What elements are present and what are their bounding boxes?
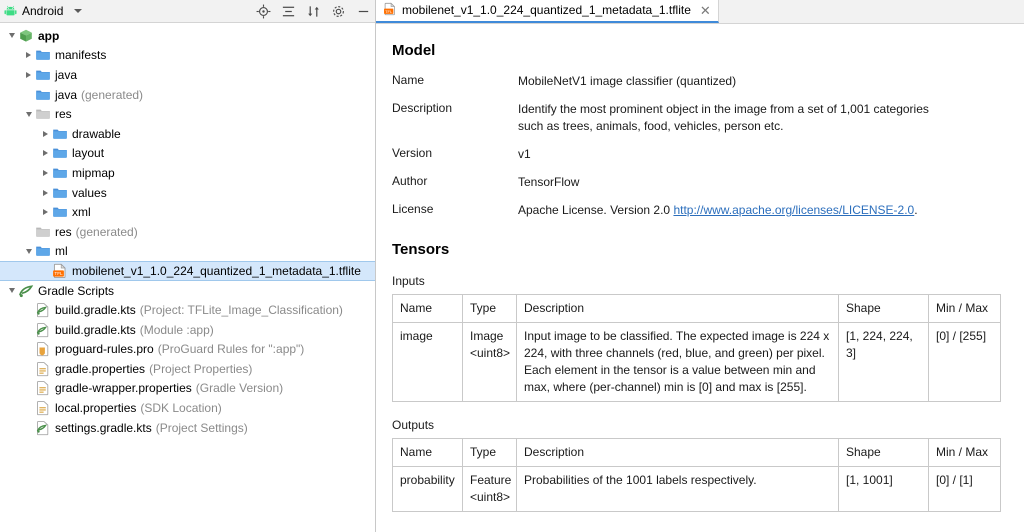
settings-icon[interactable] — [330, 4, 346, 20]
outputs-label: Outputs — [392, 418, 435, 432]
model-property-key: Version — [392, 146, 433, 160]
editor-tab-bar — [376, 0, 1024, 24]
chevron-right-icon[interactable] — [40, 128, 51, 139]
tree-item-gradle-scripts[interactable] — [0, 281, 375, 301]
tree-item-values[interactable] — [0, 183, 375, 203]
folder-icon — [35, 47, 51, 63]
properties-icon — [35, 361, 51, 377]
target-icon[interactable] — [255, 4, 271, 20]
gradle-file-icon — [35, 420, 51, 436]
tree-item-mobilenet-v1-1-0-224-quantized-1-metadata-1-tflite[interactable] — [0, 261, 375, 281]
tree-item-sublabel: (SDK Location) — [140, 401, 222, 416]
model-license-row — [392, 202, 1014, 219]
tree-item-label: manifests — [55, 48, 107, 63]
tree-item-sublabel: (ProGuard Rules for ":app") — [157, 342, 305, 357]
tree-item-build-gradle-kts[interactable] — [0, 320, 375, 340]
project-tool-window — [0, 0, 376, 532]
column-header: Min / Max — [929, 295, 1001, 323]
model-property-key: Author — [392, 174, 428, 188]
model-properties — [392, 73, 1014, 191]
project-toolbar — [0, 0, 375, 23]
tree-item-sublabel: (Module :app) — [139, 322, 214, 337]
tree-spacer — [23, 344, 34, 355]
svg-text:TFL: TFL — [54, 271, 63, 277]
tree-item-label: java — [55, 87, 78, 102]
license-link[interactable]: http://www.apache.org/licenses/LICENSE-2.0 — [673, 203, 915, 217]
tensor-type: Feature <uint8> — [463, 467, 517, 512]
license-tail: . — [914, 203, 918, 217]
folder-icon — [52, 165, 68, 181]
module-icon — [18, 28, 34, 44]
tensor-description: Probabilities of the 1001 labels respectively. — [517, 467, 839, 512]
column-header: Shape — [839, 439, 929, 467]
model-property-key: Name — [392, 73, 425, 87]
chevron-down-icon[interactable] — [23, 246, 34, 257]
gradle-file-icon — [35, 322, 51, 338]
tree-item-proguard-rules-pro[interactable] — [0, 340, 375, 360]
tree-item-label: gradle-wrapper.properties — [55, 381, 192, 396]
column-header: Name — [393, 295, 463, 323]
res-icon — [35, 224, 51, 240]
tree-spacer — [23, 226, 34, 237]
tree-item-build-gradle-kts[interactable] — [0, 300, 375, 320]
tree-item-label: res — [55, 107, 72, 122]
chevron-right-icon[interactable] — [40, 187, 51, 198]
tree-item-java[interactable] — [0, 85, 375, 105]
chevron-right-icon[interactable] — [40, 167, 51, 178]
tree-item-label: layout — [72, 146, 105, 161]
tensor-type: Image <uint8> — [463, 323, 517, 402]
tflite-icon — [52, 263, 68, 279]
tree-item-gradle-wrapper-properties[interactable] — [0, 379, 375, 399]
tensors-heading: Tensors — [392, 241, 450, 258]
folder-icon — [52, 126, 68, 142]
tree-item-label: Gradle Scripts — [38, 283, 115, 298]
tree-item-app[interactable] — [0, 26, 375, 46]
model-property-value: v1 — [518, 147, 531, 161]
tree-item-drawable[interactable] — [0, 124, 375, 144]
tensor-shape: [1, 224, 224, 3] — [839, 323, 929, 402]
inputs-label: Inputs — [392, 274, 425, 288]
proguard-icon — [35, 341, 51, 357]
column-header: Description — [517, 439, 839, 467]
tree-item-label: gradle.properties — [55, 361, 146, 376]
tree-spacer — [23, 403, 34, 414]
chevron-right-icon[interactable] — [23, 50, 34, 61]
model-license-value — [518, 202, 918, 219]
folder-icon — [35, 67, 51, 83]
column-header: Name — [393, 439, 463, 467]
column-header: Description — [517, 295, 839, 323]
model-property-row — [392, 174, 1014, 191]
res-icon — [35, 106, 51, 122]
tree-spacer — [40, 265, 51, 276]
sort-icon[interactable] — [305, 4, 321, 20]
tree-item-label: build.gradle.kts — [55, 322, 136, 337]
tensor-minmax: [0] / [255] — [929, 323, 1001, 402]
folder-icon — [52, 204, 68, 220]
tree-item-label: res — [55, 224, 72, 239]
editor-area — [376, 0, 1024, 532]
chevron-down-icon[interactable] — [6, 30, 17, 41]
tree-spacer — [23, 383, 34, 394]
tree-item-label: build.gradle.kts — [55, 303, 136, 318]
model-property-value: MobileNetV1 image classifier (quantized) — [518, 74, 737, 88]
gradle-file-icon — [35, 302, 51, 318]
column-header: Shape — [839, 295, 929, 323]
tree-item-sublabel: (Project Properties) — [149, 361, 253, 376]
tree-item-gradle-properties[interactable] — [0, 359, 375, 379]
table-row — [393, 467, 1001, 512]
tree-item-sublabel: (Project: TFLite_Image_Classification) — [139, 303, 343, 318]
model-property-value: TensorFlow — [518, 175, 580, 189]
tree-item-manifests[interactable] — [0, 46, 375, 66]
tree-item-sublabel: (generated) — [75, 224, 138, 239]
table-header-row — [393, 439, 1001, 467]
chevron-right-icon[interactable] — [40, 207, 51, 218]
tree-item-label: settings.gradle.kts — [55, 420, 152, 435]
tree-item-label: values — [72, 185, 107, 200]
collapse-all-icon[interactable] — [280, 4, 296, 20]
column-header: Type — [463, 439, 517, 467]
tree-item-sublabel: (generated) — [81, 87, 144, 102]
inputs-table — [392, 294, 1001, 402]
editor-tab[interactable] — [376, 0, 719, 23]
tree-spacer — [23, 305, 34, 316]
tree-item-ml[interactable] — [0, 242, 375, 262]
tensor-name: probability — [393, 467, 463, 512]
project-view-selector-label[interactable]: Android — [22, 4, 64, 18]
android-icon — [4, 5, 17, 18]
tensor-name: image — [393, 323, 463, 402]
tensor-description: Input image to be classified. The expected image is 224 x 224, with three channels (red, blue, and green) per pixel. Each element in the tensor is a value between min and max, where (per-channel) min is [0] and max is [255]. — [517, 323, 839, 402]
chevron-down-icon[interactable] — [23, 109, 34, 120]
tflite-icon — [383, 2, 397, 19]
tensor-minmax: [0] / [1] — [929, 467, 1001, 512]
tree-item-res[interactable] — [0, 104, 375, 124]
project-tree[interactable] — [0, 23, 375, 532]
tensor-shape: [1, 1001] — [839, 467, 929, 512]
properties-icon — [35, 400, 51, 416]
column-header: Type — [463, 295, 517, 323]
close-icon[interactable]: ✕ — [699, 2, 711, 18]
tree-item-res[interactable] — [0, 222, 375, 242]
folder-icon — [52, 145, 68, 161]
tree-item-label: mobilenet_v1_1.0_224_quantized_1_metadata_1.tflite — [72, 263, 361, 278]
tree-item-label: java — [55, 67, 78, 82]
folder-icon — [35, 87, 51, 103]
tree-item-java[interactable] — [0, 65, 375, 85]
model-property-row — [392, 73, 1014, 90]
tree-item-label: local.properties — [55, 401, 137, 416]
tree-item-label: drawable — [72, 126, 121, 141]
column-header: Min / Max — [929, 439, 1001, 467]
chevron-right-icon[interactable] — [23, 69, 34, 80]
tree-item-label: app — [38, 28, 60, 43]
tree-spacer — [23, 89, 34, 100]
tree-item-xml[interactable] — [0, 202, 375, 222]
chevron-down-icon[interactable] — [6, 285, 17, 296]
model-property-value: Identify the most prominent object in the image from a set of 1,001 categories such as trees, animals, food, vehicles, person etc. — [518, 102, 929, 133]
model-metadata-viewer — [376, 24, 1024, 532]
tree-item-mipmap[interactable] — [0, 163, 375, 183]
model-property-row — [392, 146, 1014, 163]
chevron-down-icon[interactable] — [74, 9, 82, 13]
tree-spacer — [23, 363, 34, 374]
model-property-key: Description — [392, 101, 453, 115]
tree-item-label: mipmap — [72, 165, 115, 180]
tree-item-settings-gradle-kts[interactable] — [0, 418, 375, 438]
tree-item-sublabel: (Gradle Version) — [195, 381, 284, 396]
folder-icon — [35, 243, 51, 259]
tree-item-label: ml — [55, 244, 68, 259]
chevron-right-icon[interactable] — [40, 148, 51, 159]
table-header-row — [393, 295, 1001, 323]
folder-icon — [52, 185, 68, 201]
table-row — [393, 323, 1001, 402]
tree-item-local-properties[interactable] — [0, 398, 375, 418]
editor-tab-title: mobilenet_v1_1.0_224_quantized_1_metadata_1.tflite — [402, 3, 691, 17]
tree-item-sublabel: (Project Settings) — [155, 420, 248, 435]
properties-icon — [35, 380, 51, 396]
tree-spacer — [23, 324, 34, 335]
model-property-row — [392, 101, 1014, 135]
tree-spacer — [23, 422, 34, 433]
tree-item-layout[interactable] — [0, 144, 375, 164]
hide-window-icon[interactable] — [355, 4, 371, 20]
license-text: Apache License. Version 2.0 — [518, 203, 674, 217]
svg-text:TFL: TFL — [385, 8, 393, 14]
outputs-table — [392, 438, 1001, 512]
tree-item-label: proguard-rules.pro — [55, 342, 154, 357]
model-heading: Model — [392, 42, 436, 59]
tree-item-label: xml — [72, 205, 91, 220]
model-license-label: License — [392, 202, 434, 216]
gradle-icon — [18, 283, 34, 299]
